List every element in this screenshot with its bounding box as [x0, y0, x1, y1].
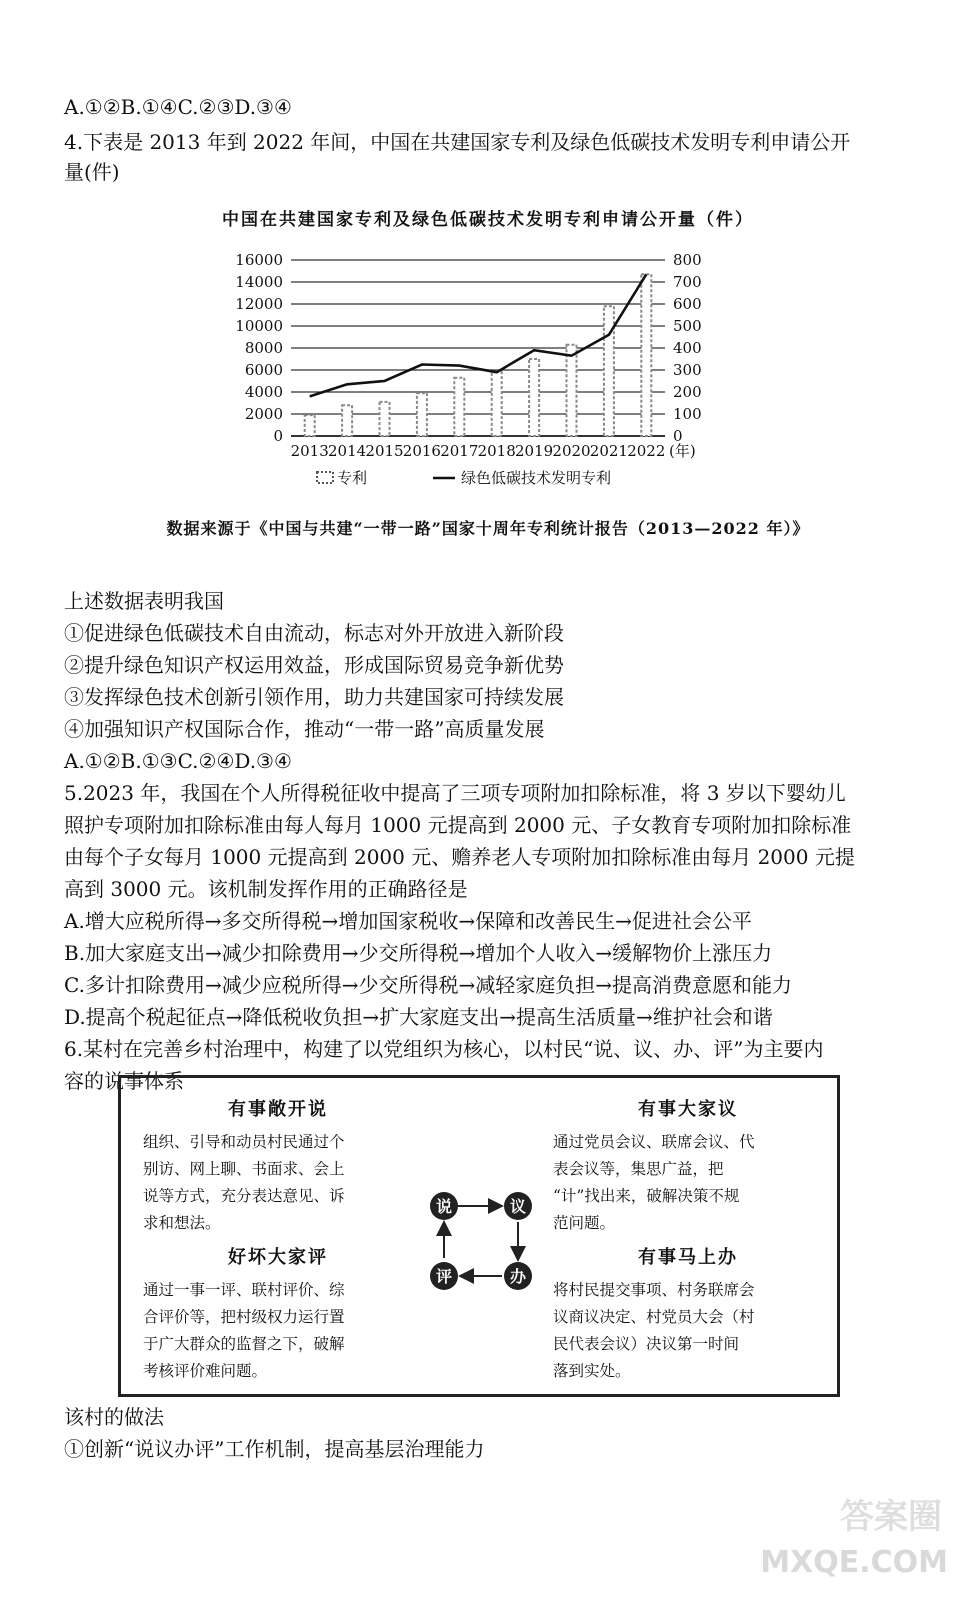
- legend-bar-swatch: [317, 472, 333, 483]
- q5-stem-1: 5.2023 年，我国在个人所得税征收中提高了三项专项附加扣除标准，将 3 岁以下婴幼儿: [64, 781, 846, 805]
- y-left-tick: 0: [273, 427, 283, 445]
- y-right-tick: 0: [673, 427, 683, 445]
- q5-stem-3: 由每个子女每月 1000 元提高到 2000 元、赡养老人专项附加扣除标准由每月 2000 元提: [64, 845, 855, 869]
- y-right-tick: 600: [673, 295, 702, 313]
- data-source-note: 数据来源于《中国与共建“一带一路”国家十周年专利统计报告（2013—2022 年）》: [166, 519, 810, 538]
- bar-2021: [604, 306, 614, 436]
- chart-legend: [317, 469, 611, 487]
- legend-bar-label: 专利: [337, 469, 368, 487]
- q5-stem-4: 高到 3000 元。该机制发挥作用的正确路径是: [64, 877, 468, 901]
- block-evaluate-text-3: 于广大群众的监督之下，破解: [143, 1335, 345, 1353]
- q5-option-b: B.加大家庭支出→减少扣除费用→少交所得税→增加个人收入→缓解物价上涨压力: [64, 941, 773, 965]
- cycle-label-discuss: 议: [509, 1197, 527, 1216]
- q3-options: A.①②B.①④C.②③D.③④: [64, 95, 292, 119]
- y-right-tick: 800: [673, 251, 702, 269]
- y-right-tick: 100: [673, 405, 702, 423]
- block-say: [143, 1096, 413, 1237]
- q4-question: 上述数据表明我国: [64, 589, 224, 613]
- bar-2020: [567, 345, 577, 436]
- y-left-tick: 14000: [235, 273, 283, 291]
- x-tick-2020: 2020: [552, 442, 591, 460]
- cycle-label-handle: 办: [509, 1267, 527, 1286]
- chart-title: 中国在共建国家专利及绿色低碳技术发明专利申请公开量（件）: [222, 210, 754, 230]
- q4-stem-1: 4.下表是 2013 年到 2022 年间，中国在共建国家专利及绿色低碳技术发明专利申请公开: [64, 130, 851, 154]
- q6-question: 该村的做法: [64, 1405, 164, 1429]
- bar-2018: [492, 371, 502, 436]
- y-left-tick: 2000: [244, 405, 283, 423]
- q5-option-a: A.增大应税所得→多交所得税→增加国家税收→保障和改善民生→促进社会公平: [64, 909, 752, 933]
- block-handle-text-4: 落到实处。: [553, 1362, 631, 1380]
- legend-line-label: 绿色低碳技术发明专利: [461, 469, 612, 487]
- block-handle-text-2: 议商议决定、村党员大会（村: [553, 1308, 755, 1326]
- block-evaluate-text-4: 考核评价难问题。: [143, 1362, 268, 1380]
- y-right-tick: 300: [673, 361, 702, 379]
- bar-2019: [529, 359, 539, 436]
- y-left-tick: 12000: [235, 295, 283, 313]
- bar-2022: [641, 274, 651, 436]
- block-discuss: [553, 1096, 823, 1237]
- y-right-tick: 400: [673, 339, 702, 357]
- block-evaluate: [143, 1244, 413, 1385]
- block-discuss-text-2: 表会议等，集思广益，把: [553, 1160, 724, 1178]
- cycle-diagram: [426, 1186, 536, 1296]
- x-tick-2017: 2017: [440, 442, 479, 460]
- x-tick-2022: 2022: [627, 442, 666, 460]
- q4-item-1: ①促进绿色低碳技术自由流动，标志对外开放进入新阶段: [64, 621, 564, 645]
- block-discuss-text-3: “计”找出来，破解决策不规: [553, 1187, 740, 1205]
- bar-2016: [417, 393, 427, 436]
- block-discuss-text-1: 通过党员会议、联席会议、代: [553, 1133, 755, 1151]
- green-patent-line: [310, 274, 647, 396]
- block-say-title: 有事敞开说: [228, 1099, 328, 1120]
- block-say-text-3: 说等方式，充分表达意见、诉: [143, 1187, 345, 1205]
- q4-item-3: ③发挥绿色技术创新引领作用，助力共建国家可持续发展: [64, 685, 564, 709]
- chart-bars: [305, 274, 652, 436]
- x-tick-2018: 2018: [477, 442, 516, 460]
- x-tick-2021: 2021: [589, 442, 628, 460]
- q5-option-c: C.多计扣除费用→减少应税所得→少交所得税→减轻家庭负担→提高消费意愿和能力: [64, 973, 792, 997]
- cycle-label-evaluate: 评: [435, 1267, 453, 1286]
- block-say-text-1: 组织、引导和动员村民通过个: [143, 1133, 345, 1151]
- q4-item-2: ②提升绿色知识产权运用效益，形成国际贸易竞争新优势: [64, 653, 564, 677]
- block-evaluate-title: 好坏大家评: [228, 1247, 328, 1268]
- block-discuss-text-4: 范问题。: [553, 1214, 616, 1232]
- y-left-tick: 8000: [244, 339, 283, 357]
- y-left-tick: 10000: [235, 317, 283, 335]
- block-handle-text-1: 将村民提交事项、村务联席会: [553, 1281, 755, 1299]
- x-tick-2019: 2019: [515, 442, 554, 460]
- block-handle: [553, 1244, 823, 1385]
- cycle-label-say: 说: [435, 1197, 453, 1216]
- watermark-url: MXQE.COM: [760, 1545, 948, 1580]
- q4-stem-2: 量(件): [64, 160, 120, 184]
- y-right-tick: 200: [673, 383, 702, 401]
- bar-2014: [342, 405, 352, 436]
- q6-item-1: ①创新“说议办评”工作机制，提高基层治理能力: [64, 1437, 485, 1461]
- bar-2015: [380, 402, 390, 436]
- y-left-tick: 16000: [235, 251, 283, 269]
- y-left-tick: 4000: [244, 383, 283, 401]
- block-handle-title: 有事马上办: [638, 1247, 738, 1268]
- bar-2017: [454, 378, 464, 436]
- q5-stem-2: 照护专项附加扣除标准由每人每月 1000 元提高到 2000 元、子女教育专项附加扣除标准: [64, 813, 852, 837]
- bar-2013: [305, 415, 315, 436]
- y-right-tick: 700: [673, 273, 702, 291]
- q4-item-4: ④加强知识产权国际合作，推动“一带一路”高质量发展: [64, 717, 545, 741]
- village-system-box: [118, 1075, 840, 1397]
- q6-stem-1: 6.某村在完善乡村治理中，构建了以党组织为核心，以村民“说、议、办、评”为主要内: [64, 1037, 824, 1061]
- block-handle-text-3: 民代表会议）决议第一时间: [553, 1335, 740, 1353]
- y-right-tick: 500: [673, 317, 702, 335]
- x-tick-2013: 2013: [290, 442, 329, 460]
- x-axis-unit: (年): [669, 442, 696, 460]
- block-discuss-title: 有事大家议: [638, 1099, 738, 1120]
- y-left-tick: 6000: [244, 361, 283, 379]
- q4-options: A.①②B.①③C.②④D.③④: [64, 749, 292, 773]
- block-say-text-2: 别访、网上聊、书面求、会上: [143, 1160, 345, 1178]
- x-tick-2015: 2015: [365, 442, 404, 460]
- watermark-logo-text: 答案圈: [840, 1497, 942, 1537]
- x-tick-2016: 2016: [402, 442, 441, 460]
- q5-option-d: D.提高个税起征点→降低税收负担→扩大家庭支出→提高生活质量→维护社会和谐: [64, 1005, 773, 1029]
- block-evaluate-text-2: 合评价等，把村级权力运行置: [143, 1308, 345, 1326]
- patent-chart: [205, 240, 745, 500]
- block-say-text-4: 求和想法。: [143, 1214, 221, 1232]
- block-evaluate-text-1: 通过一事一评、联村评价、综: [143, 1281, 345, 1299]
- x-tick-2014: 2014: [328, 442, 367, 460]
- q6-stem-2: 容的说事体系: [64, 1069, 184, 1093]
